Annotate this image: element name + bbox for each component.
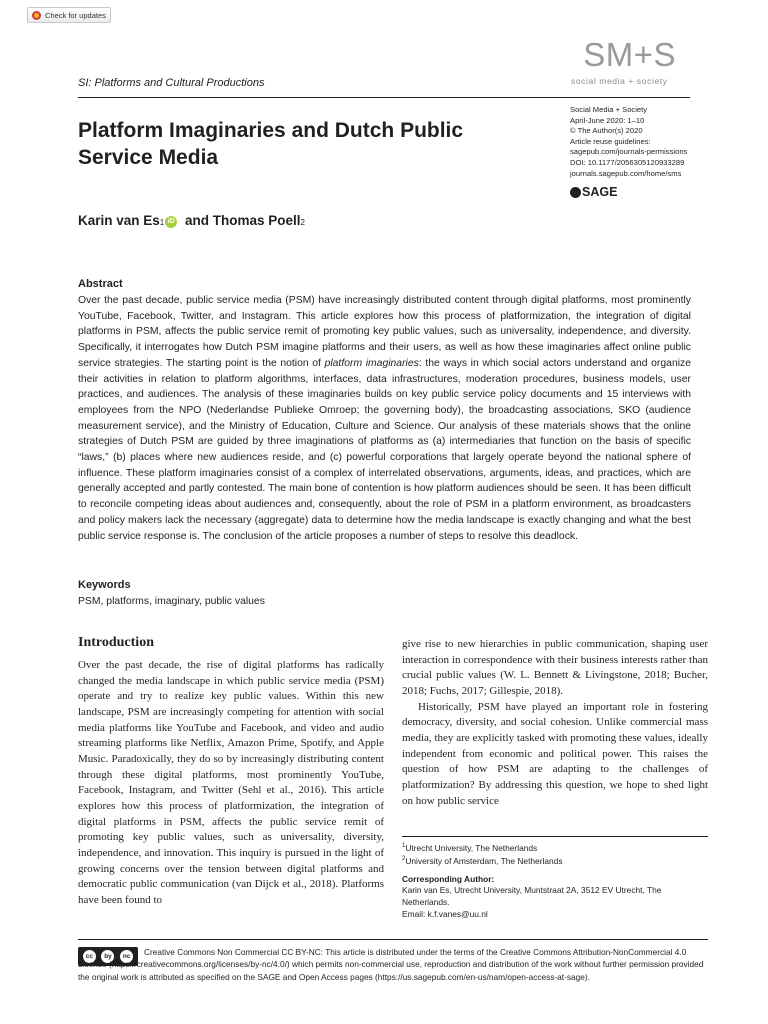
keywords-heading: Keywords <box>78 579 131 591</box>
corresponding-author-address: Karin van Es, Utrecht University, Muntstraat 2A, 3512 EV Utrecht, The Netherlands. <box>402 885 662 907</box>
orcid-icon[interactable]: iD <box>165 216 177 228</box>
body-paragraph: give rise to new hierarchies in public communication, shaping user interaction in correspondence with their business interests rather than crucial public values (W. L. Bennett & Livingstone, 2018; Bucher, 2018; Fuchs, 2017; Gillespie, 2018). <box>402 638 708 697</box>
sage-mark-icon <box>570 187 581 198</box>
cc-icon: cc <box>83 950 96 963</box>
affiliation-marker: 1 <box>402 843 406 849</box>
special-issue-label: SI: Platforms and Cultural Productions <box>78 77 265 89</box>
abstract-heading: Abstract <box>78 278 123 290</box>
corresponding-author-email[interactable]: Email: k.f.vanes@uu.nl <box>402 908 488 919</box>
check-for-updates-label: Check for updates <box>45 10 106 20</box>
abstract-text: Over the past decade, public service media (PSM) have increasingly distributed content through digital platforms, most prominently YouTube, Facebook, Twitter, and Instagram. This article explores how this process of platformization, the integration of digital platforms in PSM, affects the public service remit of promoting key public values, such as universality, independence, and diversity. Specifically, it interrogates how Dutch PSM imagine platforms and their users, as well as how these imaginaries affect online public service strategies. The starting point is the notion of <box>78 295 691 369</box>
author-footnotes <box>402 841 708 920</box>
journal-issue: April-June 2020: 1–10 <box>570 115 645 125</box>
affiliation-marker: 2 <box>402 856 406 863</box>
article-title: Platform Imaginaries and Dutch Public Service Media <box>78 119 464 169</box>
sage-logo-text: SAGE <box>582 185 618 199</box>
author-name: Karin van Es <box>78 213 160 228</box>
abstract-text: : the ways in which social actors understand and organize their activities in relation to platform algorithms, interfaces, data infrastructures, moderation procedures, business models, user practices, and audiences. The analysis of these imaginaries builds on key public service policy documents and 15 interviews with employees from the NPO (Nederlandse Publieke Omroep; the governing body), the broadcasting associations, SKO (audience measurement service), and the Ministry of Education, Culture and Science. Our analysis of these materials shows that the online strategies of Dutch PSM are guided by three imaginations of platforms as (a) intermediaries that function on the basis of specific “laws,” (b) places where new audiences reside, and (c) powerful corporations that largely operate beyond the national sphere of influence. These platform imaginaries consist of a complex of interrelated observations, arguments, ideas, and practices, which are generally accepted and partly contested. The main bone of contention is how platform audiences should be seen. It has been difficult to reconcile competing ideas about audiences and, consequently, about the role of PSM in a platform environment, as broadcasters and policy makers lack the necessary (aggregate) data to determine how the media landscape is exactly changing and what the best public service response is. The conclusion of the article proposes a number of steps to resolve this deadlock. <box>78 357 692 542</box>
affiliation-marker: 1 <box>159 218 165 227</box>
abstract-body <box>78 293 691 544</box>
reuse-guidelines-label: Article reuse guidelines: <box>570 136 651 146</box>
journal-info <box>570 105 720 179</box>
crossmark-icon <box>32 11 41 20</box>
author-connector: and <box>181 213 213 228</box>
body-paragraph: Historically, PSM have played an important role in fostering democracy, diversity, and social cohesion. Unlike commercial mass media, they are explicitly tasked with promoting these values, ideally independent from economic and political power. This raises the question of how PSM are adapting to the challenges of platformization? By addressing this question, we hope to shed light on how public service <box>402 700 708 807</box>
license-text: Creative Commons Non Commercial CC BY-NC: This article is distributed under the terms of the Creative Commons Attribution-NonCommercial 4.0 License (https://creativecommons.org/licenses/by-nc/4.0/) which permits non-commercial use, reproduction and distribution of the work without further permission provided the original work is attributed as specified on the SAGE and Open Access pages (https://us.sagepub.com/en-us/nam/open-access-at-sage). <box>78 947 704 982</box>
permissions-link[interactable]: sagepub.com/journals-permissions <box>570 147 688 157</box>
body-column-left <box>78 658 384 909</box>
journal-logo-subtitle: social media + society <box>571 76 668 86</box>
keywords-list: PSM, platforms, imaginary, public values <box>78 596 265 607</box>
doi[interactable]: DOI: 10.1177/2056305120933289 <box>570 157 685 167</box>
author-line <box>78 213 305 230</box>
introduction-heading: Introduction <box>78 635 154 650</box>
journal-homepage-link[interactable]: journals.sagepub.com/home/sms <box>570 168 682 178</box>
license-statement <box>78 946 708 983</box>
journal-name: Social Media + Society <box>570 105 648 114</box>
header-divider <box>78 97 690 98</box>
journal-logo: SM+S <box>583 36 676 73</box>
affiliation-marker: 2 <box>300 218 305 227</box>
sage-logo <box>570 185 617 199</box>
affiliation-1 <box>402 841 708 854</box>
body-paragraph: Over the past decade, the rise of digital platforms has radically changed the media landscape in which public service media (PSM) operate and try to realize key public values. Within this new landscape, PSM are increasingly competing for attention with social media platforms like YouTube and Facebook, and video and audio streaming platforms like Netflix, Amazon Prime, Spotify, and Apple Music. Paradoxically, they do so by increasingly distributing content through these digital platforms, most prominently YouTube, Facebook, Instagram, and Twitter (Sehl et al., 2016). This article explores how this process of platformization, the integration of digital platforms in PSM, affects the public service remit of promoting key public values, such as universality, diversity, independence, and innovation. This inquiry is pursued in the light of growing concerns over the tension between digital platforms and democratic public communication (van Dijck et al., 2018). Platforms have been found to <box>78 659 384 906</box>
body-column-right <box>402 637 708 809</box>
corresponding-author-heading: Corresponding Author: <box>402 873 495 884</box>
affiliation-text: University of Amsterdam, The Netherlands <box>405 856 563 867</box>
affiliation-text: Utrecht University, The Netherlands <box>405 842 538 853</box>
nc-icon: nc <box>120 950 133 963</box>
footnote-divider <box>402 836 708 837</box>
abstract-emphasis: platform imaginaries <box>324 357 419 369</box>
copyright: © The Author(s) 2020 <box>570 126 643 136</box>
affiliation-2 <box>402 854 708 867</box>
check-for-updates-badge[interactable] <box>27 7 111 23</box>
license-divider <box>78 939 708 940</box>
by-icon: by <box>101 950 114 963</box>
author-name: Thomas Poell <box>212 213 301 228</box>
